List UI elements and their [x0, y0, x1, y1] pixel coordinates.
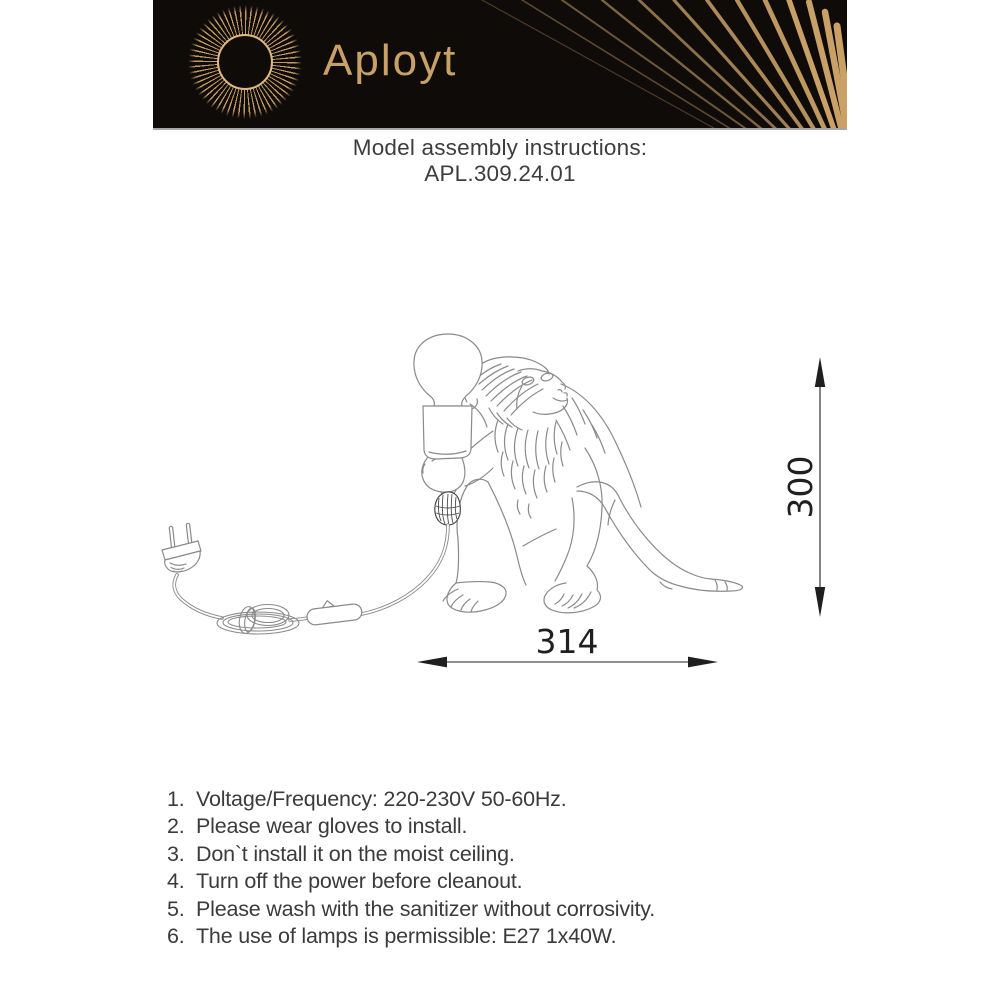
height-dimension-label: 300: [781, 455, 820, 519]
instruction-text: Turn off the power before cleanout.: [196, 869, 523, 894]
brand-banner: [153, 0, 847, 130]
instruction-item: [167, 813, 655, 840]
monkey-figure: [443, 357, 742, 613]
instructions-list: [167, 786, 655, 950]
sunburst-icon: [187, 4, 303, 120]
height-dimension: [781, 357, 825, 617]
instruction-text: The use of lamps is permissible: E27 1x40W.: [196, 924, 617, 949]
width-dimension-label: 314: [535, 622, 599, 661]
instruction-number: 5.: [167, 896, 185, 921]
instruction-item: [167, 786, 655, 813]
instruction-number: 3.: [167, 841, 185, 866]
instruction-text: Please wear gloves to install.: [196, 814, 468, 839]
cord-switch: [305, 597, 362, 626]
monkey-fist: [422, 456, 465, 497]
instruction-number: 2.: [167, 814, 185, 839]
sunburst-core-ring: [217, 34, 273, 90]
instruction-text: Don`t install it on the moist ceiling.: [196, 841, 515, 866]
title-line: Model assembly instructions:: [352, 135, 648, 160]
power-cord: [174, 525, 448, 620]
instruction-text: Please wash with the sanitizer without corrosivity.: [196, 896, 656, 921]
instruction-number: 4.: [167, 869, 185, 894]
instruction-number: 6.: [167, 924, 185, 949]
lamp-holder: [423, 406, 472, 459]
assembly-diagram: [140, 330, 870, 700]
power-plug: [162, 525, 201, 572]
instruction-text: Voltage/Frequency: 220-230V 50-60Hz.: [196, 787, 567, 811]
instruction-item: [167, 841, 655, 868]
fan-rays-icon: [467, 0, 847, 128]
width-dimension: [417, 622, 718, 667]
page-title: [0, 135, 1000, 187]
light-bulb: [414, 334, 482, 406]
cord-coil: [217, 605, 299, 635]
instruction-item: [167, 896, 655, 923]
instruction-item: [167, 923, 655, 950]
instruction-number: 1.: [167, 787, 185, 811]
cord-bead: [435, 492, 461, 525]
instruction-item: [167, 868, 655, 895]
brand-wordmark: Aployt: [323, 36, 458, 85]
model-number: APL.309.24.01: [424, 161, 576, 186]
